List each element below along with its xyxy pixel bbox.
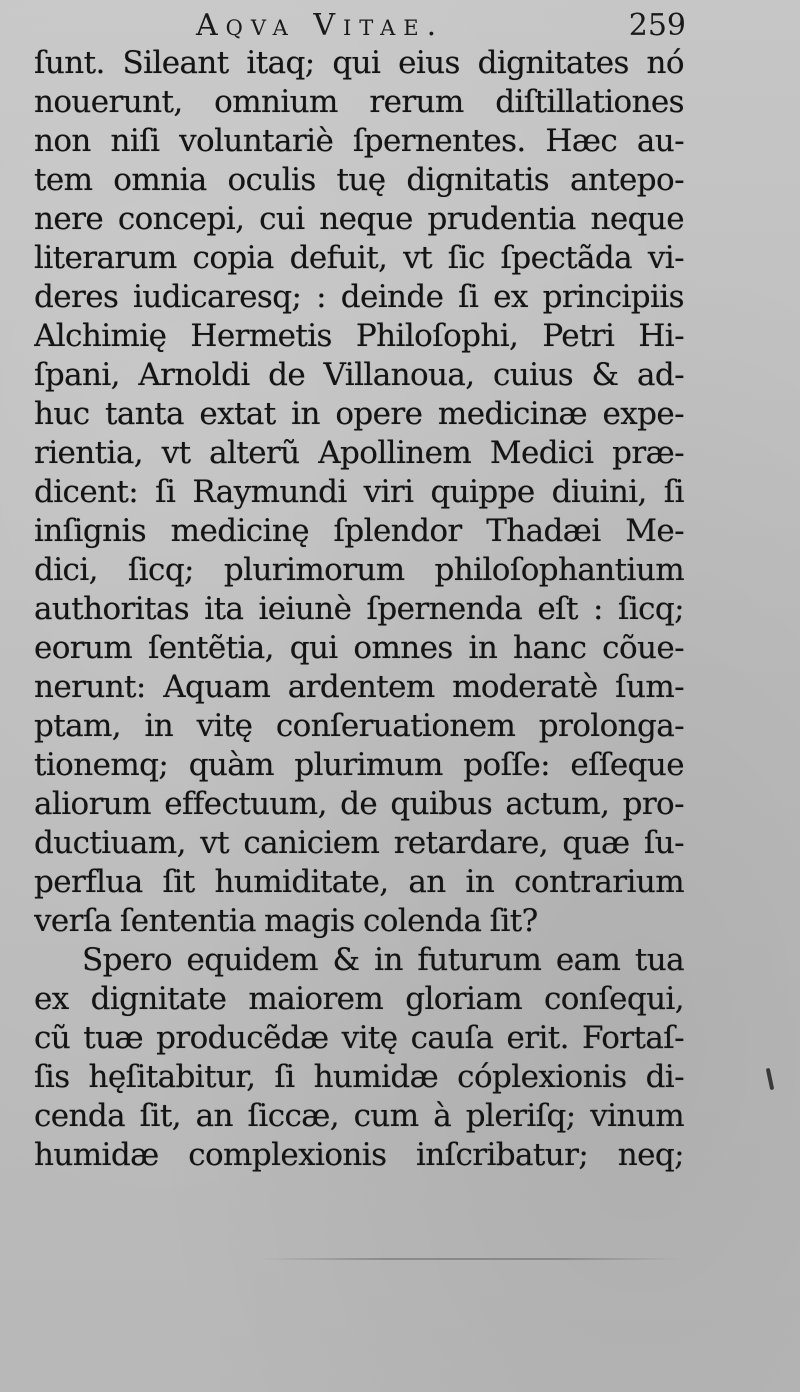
text-line: literarum copia defuit, vt ſic ſpectãda vi- [34, 240, 684, 276]
text-line: huc tanta extat in opere medicinæ expe- [34, 396, 684, 432]
text-line: non niſi voluntariè ſpernentes. Hæc au- [34, 123, 684, 159]
text-line: aliorum effectuum, de quibus actum, pro- [34, 786, 684, 822]
page-header [36, 6, 686, 46]
text-line: eorum ſentẽtia, qui omnes in hanc cõue- [34, 630, 684, 666]
text-line: dicent: ſi Raymundi viri quippe diuini, ſi [34, 474, 684, 510]
text-line: perflua ſit humiditate, an in contrarium [34, 864, 684, 900]
text-line: ptam, in vitę conſeruationem prolonga- [34, 708, 684, 744]
text-line: ſunt. Sileant itaq; qui eius dignitates nó [34, 45, 684, 81]
running-title: Aqva Vitae. [196, 8, 445, 43]
text-line: rientia, vt alterũ Apollinem Medici præ- [34, 435, 684, 471]
text-line: cũ tuæ producẽdæ vitę cauſa erit. Fortaſ- [34, 1020, 684, 1056]
show-through-rule [260, 1258, 680, 1260]
text-line: cenda ſit, an ſiccæ, cum à pleriſq; vinum [34, 1098, 684, 1134]
text-line: nerunt: Aquam ardentem moderatè ſum- [34, 669, 684, 705]
text-line: inſignis medicinę ſplendor Thadæi Me- [34, 513, 684, 549]
body-text [34, 44, 684, 1175]
text-line: ductiuam, vt caniciem retardare, quæ ſu- [34, 825, 684, 861]
text-line: ex dignitate maiorem gloriam conſequi, [34, 981, 684, 1017]
text-line: dici, ſicq; plurimorum philoſophantium [34, 552, 684, 588]
text-line: verſa ſententia magis colenda ſit? [34, 903, 538, 939]
text-line: authoritas ita ieiunè ſpernenda eſt : ſicq; [34, 591, 684, 627]
ink-mark [766, 1068, 774, 1090]
text-line: Alchimię Hermetis Philoſophi, Petri Hi- [34, 318, 684, 354]
text-line: ſis hęſitabitur, ſi humidæ cóplexionis di- [34, 1059, 684, 1095]
text-line: nouerunt, omnium rerum diſtillationes [34, 84, 684, 120]
text-line: tionemq; quàm plurimum poſſe: eſſeque [34, 747, 684, 783]
text-line: ſpani, Arnoldi de Villanoua, cuius & ad- [34, 357, 684, 393]
text-line: deres iudicaresq; : deinde ſi ex principiis [34, 279, 684, 315]
text-line: tem omnia oculis tuę dignitatis antepo- [34, 162, 684, 198]
text-line: nere concepi, cui neque prudentia neque [34, 201, 684, 237]
text-line: Spero equidem & in futurum eam tua [82, 942, 684, 978]
page-number: 259 [628, 8, 686, 43]
text-line: humidæ complexionis inſcribatur; neq; [34, 1137, 684, 1173]
